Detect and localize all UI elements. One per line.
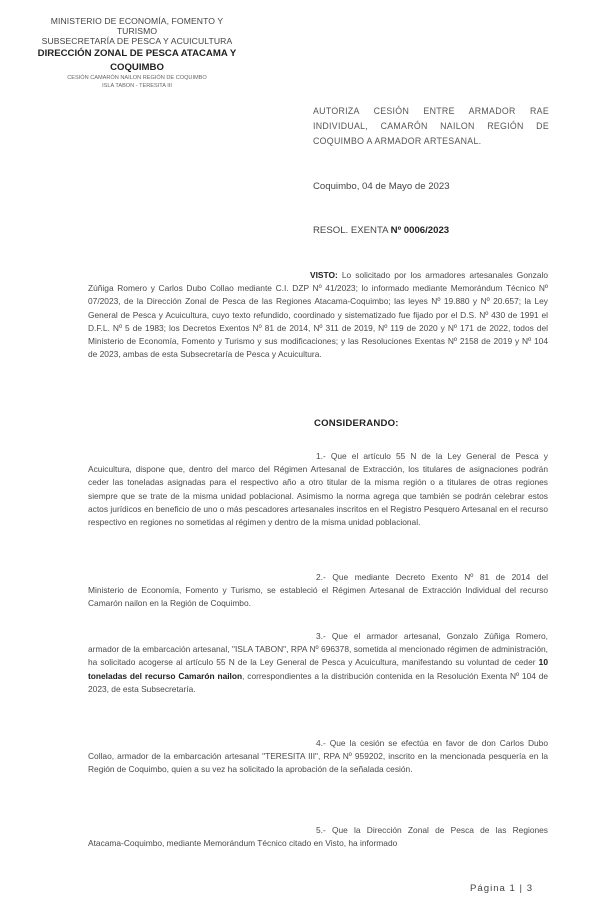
visto-label: VISTO: xyxy=(310,270,338,280)
considerando-paragraph-4 xyxy=(88,737,548,777)
considerando-4-text: 4.- Que la cesión se efectúa en favor de don Carlos Dubo Collao, armador de la embarcación artesanal "TERESITA III", RPA Nº 959202, inscrito en la mencionada pesquería en la Región de Coquimbo, quien a su vez ha solicitado la aprobación de la señalada cesión. xyxy=(88,738,548,775)
resolution-number xyxy=(313,225,449,236)
considerando-paragraph-2 xyxy=(88,571,548,611)
document-subject: AUTORIZA CESIÓN ENTRE ARMADOR RAE INDIVIDUAL, CAMARÓN NAILON REGIÓN DE COQUIMBO A ARMADOR ARTESANAL. xyxy=(313,106,549,146)
page-number: Página 1 | 3 xyxy=(470,883,534,894)
ministry-line: MINISTERIO DE ECONOMÍA, FOMENTO Y TURISMO xyxy=(50,16,224,36)
considerando-5-text: 5.- Que la Dirección Zonal de Pesca de las Regiones Atacama-Coquimbo, mediante Memorándum Técnico citado en Visto, ha informado xyxy=(88,825,548,849)
resolution-label: RESOL. EXENTA xyxy=(313,225,388,236)
considerando-paragraph-3 xyxy=(88,630,548,696)
considerando-3-text-a: 3.- Que el armador artesanal, Gonzalo Zúñiga Romero, armador de la embarcación artesanal, "ISLA TABON", RPA Nº 696378, sometida al mencionado régimen de administración, ha solicitado acogerse al artículo 55 N de la Ley General de Pesca y Acuicultura, manifestando su voluntad de ceder xyxy=(88,631,548,668)
reference-line: CESIÓN CAMARÓN NAILON REGIÓN DE COQUIMBO xyxy=(67,75,207,81)
document-date: Coquimbo, 04 de Mayo de 2023 xyxy=(313,181,450,192)
resolution-code: Nº 0006/2023 xyxy=(390,225,450,236)
considerando-3-text-b: , correspondientes a la distribución contenida en la Resolución Exenta Nº 104 de 2023, de esta Subsecretaría. xyxy=(88,670,549,694)
ceded-amount: 10 toneladas del recurso Camarón nailon xyxy=(88,657,548,681)
visto-text: Lo solicitado por los armadores artesanales Gonzalo Zúñiga Romero y Carlos Dubo Collao mediante C.I. DZP Nº 41/2023; lo informado mediante Memorándum Técnico Nº 07/2023, de la Dirección Zonal de Pesca de las Regiones Atacama-Coquimbo; las leyes Nº 19.880 y Nº 20.657; la Ley General de Pesca y Acuicultura, cuyo texto refundido, coordinado y sistematizado fue fijado por el D.S. Nº 430 de 1991 el D.F.L. Nº 5 de 1983; los Decretos Exentos Nº 81 de 2014, Nº 311 de 2019, Nº 119 de 2020 y Nº 171 de 2022, todos del Ministerio de Economía, Fomento y Turismo y sus modificaciones; y las Resoluciones Exentas Nº 2158 de 2019 y Nº 104 de 2023, ambas de esta Subsecretaría de Pesca y Acuicultura. xyxy=(88,270,548,360)
considerando-heading: CONSIDERANDO: xyxy=(314,418,399,429)
subsecretaria-line: SUBSECRETARÍA DE PESCA Y ACUICULTURA xyxy=(41,36,233,46)
considerando-1-text: 1.- Que el artículo 55 N de la Ley General de Pesca y Acuicultura, dispone que, dentro del marco del Régimen Artesanal de Extracción, los titulares de asignaciones podrán ceder las toneladas asignadas para el respectivo año a otro titular de la misma región o a titulares de otras regiones siempre que se trate de la misma unidad poblacional. Asimismo la norma agrega que también se podrán celebrar estos actos jurídicos en beneficio de uno o más pescadores artesanales inscritos en el Registro Pesquero Artesanal en el recurso respectivo en regiones no sometidas al régimen y dentro de la misma unidad poblacional. xyxy=(88,451,548,528)
considerando-paragraph-5 xyxy=(88,824,548,850)
direccion-zonal-line-2: COQUIMBO xyxy=(110,62,164,73)
considerando-paragraph-1 xyxy=(88,450,548,529)
letterhead xyxy=(32,16,242,90)
direccion-zonal-line: DIRECCIÓN ZONAL DE PESCA ATACAMA Y xyxy=(37,48,237,59)
visto-paragraph xyxy=(88,269,548,361)
vessels-line: ISLA TABON - TERESITA III xyxy=(102,83,172,89)
considerando-2-text: 2.- Que mediante Decreto Exento Nº 81 de 2014 del Ministerio de Economía, Fomento y Turismo, se estableció el Régimen Artesanal de Extracción Individual del recurso Camarón nailon en la Región de Coquimbo. xyxy=(88,572,548,609)
